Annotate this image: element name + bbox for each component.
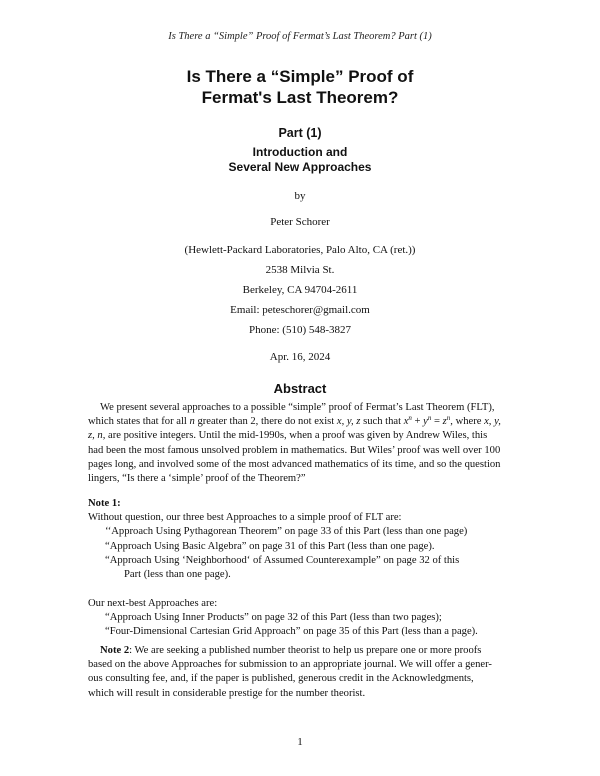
abstract-line-3 [88,429,528,443]
abstract-line-2 [88,415,528,429]
list-item: “Approach Using ‘Neighborhood‘ of Assumed Counterexample” on page 32 of this [105,554,460,566]
eq-exp: n [408,414,412,423]
eq-z: z [442,416,447,428]
affiliation: (Hewlett-Packard Laboratories, Palo Alto, CA (ret.)) [184,244,416,256]
text: greater than 2, there do not exist [194,416,337,428]
note-2 [88,644,528,701]
var-n: n [189,416,195,428]
abstract-line-1: We present several approaches to a possible “simple” proof of Fermat’s Last Theorem (FLT), [100,402,495,413]
note-2-line-2: based on the above Approaches for submission to an appropriate journal. We will offer a gener- [88,659,492,671]
part-label: Part (1) [278,126,322,140]
note-2-line-3: ous consulting fee, and, if the paper is published, generous credit in the Acknowledgments, [88,673,474,685]
list-item: “Approach Using Basic Algebra” on page 31 of this Part (less than one page). [105,540,435,552]
eq-x: x [403,416,409,428]
note-1-intro: Without question, our three best Approaches to a simple proof of FLT are: [88,512,402,524]
eq-exp: n [427,414,432,423]
running-header: Is There a “Simple” Proof of Fermat’s Last Theorem? Part (1) [168,31,432,42]
abstract-heading: Abstract [273,381,327,396]
note-1 [88,497,528,582]
eq-equals: = [431,416,443,428]
eq-exp: n [446,414,451,423]
byline: by [294,190,306,202]
city-address: Berkeley, CA 94704-2611 [242,284,358,296]
title-line-2: Fermat's Last Theorem? [201,88,399,107]
email: Email: peteschorer@gmail.com [230,304,370,316]
phone: Phone: (510) 548-3827 [248,324,352,336]
text: : We are seeking a published number theorist to help us prepare one or more proofs [129,645,482,656]
note-2-line-4: which will result in considerable prestige for the number theorist. [88,687,366,699]
next-best-intro: Our next-best Approaches are: [88,598,218,609]
next-best-approaches [88,597,528,640]
title-line-1: Is There a “Simple” Proof of [186,67,414,86]
street-address: 2538 Milvia St. [265,264,335,276]
list-item: “Four-Dimensional Cartesian Grid Approach” on page 35 of this Part (less than a page). [105,626,478,638]
note-2-line-1 [88,644,528,658]
eq-plus: + [411,416,424,428]
text: are positive integers. Until the mid-1990s, when a proof was given by Andrew Wiles, this [105,430,488,442]
author-name: Peter Schorer [270,216,330,228]
abstract-line-4: had been the most famous unsolved problem in mathematics. But Wiles’ proof was well over 100 [88,444,501,456]
text: which states that for all [88,416,190,428]
abstract-body [88,401,528,486]
abstract-line-5: pages long, and involved some of the most advanced mathematics of its time, and so the question [88,458,501,470]
list-item: “Approach Using Inner Products” on page 32 of this Part (less than two pages); [105,612,442,624]
abstract-line-6: lingers, “Is there a ‘simple’ proof of the Theorem?” [88,473,306,485]
part-subtitle-2: Several New Approaches [228,160,372,174]
list-item: ‘‘Approach Using Pythagorean Theorem” on page 33 of this Part (less than one page) [105,526,468,538]
page-number: 1 [297,736,303,748]
paper-title [0,66,600,108]
part-subtitle-1: Introduction and [252,145,348,159]
vars: x, y, z [336,416,361,428]
text: , where [450,416,485,428]
vars: z, n, [88,430,106,442]
list-item-continuation: Part (less than one page). [124,569,231,581]
date: Apr. 16, 2024 [269,351,331,363]
note-1-label: Note 1: [88,498,121,509]
eq-y: y [423,416,428,428]
note-2-label: Note 2 [100,645,130,656]
text: such that [360,416,404,428]
vars: x, y, [484,416,501,428]
